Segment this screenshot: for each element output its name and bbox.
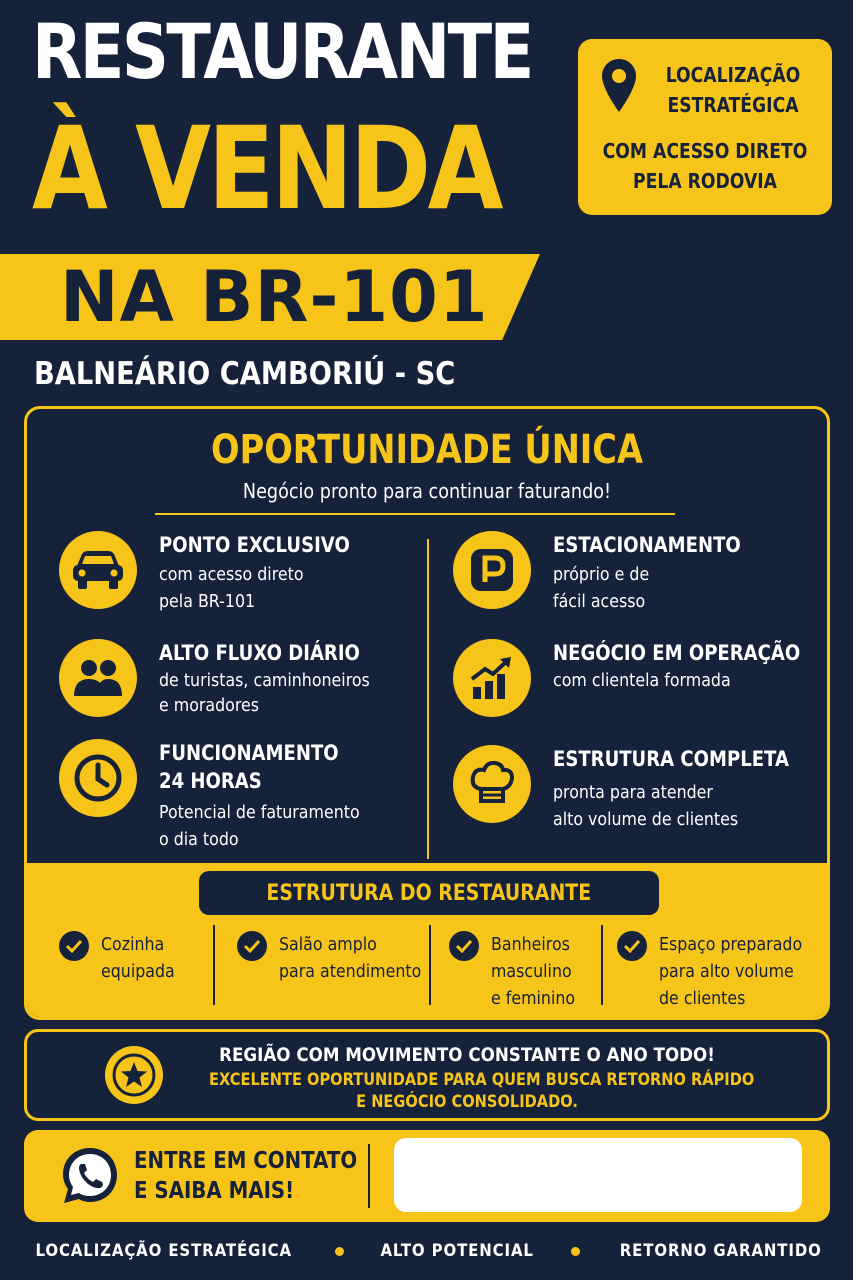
structure-line: masculino [491,961,572,982]
feature-desc: pela BR-101 [159,591,256,612]
location-line-4: PELA RODOVIA [633,169,777,193]
feature-title: ESTACIONAMENTO [553,533,741,557]
people-icon [59,639,137,717]
divider [213,925,215,1005]
structure-line: Banheiros [491,934,570,955]
bullet-dot [335,1247,344,1256]
feature-desc: de turistas, caminhoneiros [159,670,370,691]
structure-line: de clientes [659,988,746,1009]
feature-title: ALTO FLUXO DIÁRIO [159,641,360,665]
structure-item-text [659,931,802,1012]
structure-line: e feminino [491,988,576,1009]
structure-item-text [491,931,575,1012]
structure-title [199,871,659,915]
structure-line: Espaço preparado [659,934,803,955]
check-icon [617,931,647,961]
footer [0,1236,853,1266]
feature-desc: e moradores [159,695,260,716]
feature-desc: pronta para atender [553,782,713,803]
location-line-2: ESTRATÉGICA [667,93,799,117]
structure-line: equipada [101,961,175,982]
divider [429,925,431,1005]
city-label: BALNEÁRIO CAMBORIÚ - SC [34,356,456,392]
growth-chart-icon [453,639,531,717]
divider [601,925,603,1005]
feature-funcionamento [59,739,429,850]
location-line-3: COM ACESSO DIRETO [602,139,808,163]
feature-estrutura-completa [453,745,823,845]
structure-line: Cozinha [101,934,165,955]
feature-estacionamento [453,531,823,631]
feature-title: PONTO EXCLUSIVO [159,533,350,557]
feature-title: NEGÓCIO EM OPERAÇÃO [553,641,801,665]
feature-desc: com acesso direto [159,564,304,585]
parking-icon [453,531,531,609]
feature-desc: com clientela formada [553,670,731,691]
chef-hat-icon [453,745,531,823]
highway-text: NA BR-101 [60,256,489,338]
region-line-3: E NEGÓCIO CONSOLIDADO. [356,1092,578,1112]
whatsapp-icon[interactable] [58,1144,122,1208]
feature-title: FUNCIONAMENTO [159,741,339,765]
headline-a-venda: À VENDA [32,102,501,235]
feature-negocio-operacao [453,639,823,739]
contact-bar [24,1130,830,1222]
car-icon [59,531,137,609]
feature-desc: próprio e de [553,564,650,585]
contact-line-1: ENTRE EM CONTATO [134,1148,358,1174]
feature-desc: Potencial de faturamento [159,802,360,823]
feature-ponto-exclusivo [59,531,429,631]
map-pin-icon [600,57,638,115]
star-icon [105,1046,163,1104]
check-icon [449,931,479,961]
bullet-dot [571,1247,580,1256]
divider [368,1144,370,1208]
structure-section [27,863,827,1020]
headline-restaurante: RESTAURANTE [32,7,532,96]
region-headline: REGIÃO COM MOVIMENTO CONSTANTE O ANO TODO! [219,1044,715,1066]
clock-icon [59,739,137,817]
structure-line: Salão amplo [279,934,377,955]
contact-line-2: E SAIBA MAIS! [134,1178,295,1204]
check-icon [59,931,89,961]
region-banner [24,1029,830,1121]
contact-info-field[interactable] [394,1138,802,1212]
structure-item-text [279,931,421,985]
feature-desc: fácil acesso [553,591,646,612]
divider [155,513,675,515]
footer-item: LOCALIZAÇÃO ESTRATÉGICA [35,1241,292,1261]
region-line-2: EXCELENTE OPORTUNIDADE PARA QUEM BUSCA RETORNO RÁPIDO [209,1070,755,1090]
feature-title-2: 24 HORAS [159,769,262,793]
structure-title-text: ESTRUTURA DO RESTAURANTE [266,880,592,906]
structure-item-text [101,931,175,985]
footer-item: ALTO POTENCIAL [380,1241,535,1261]
feature-desc: o dia todo [159,829,239,850]
opportunity-title: OPORTUNIDADE ÚNICA [211,427,643,473]
feature-alto-fluxo [59,639,429,739]
structure-line: para atendimento [279,961,422,982]
location-box [578,39,832,215]
feature-title: ESTRUTURA COMPLETA [553,747,789,771]
feature-desc: alto volume de clientes [553,809,739,830]
structure-line: para alto volume [659,961,794,982]
check-icon [237,931,267,961]
footer-item: RETORNO GARANTIDO [619,1241,822,1261]
opportunity-panel [24,406,830,1020]
location-line-1: LOCALIZAÇÃO [665,63,801,87]
opportunity-subtitle: Negócio pronto para continuar faturando! [242,479,612,503]
